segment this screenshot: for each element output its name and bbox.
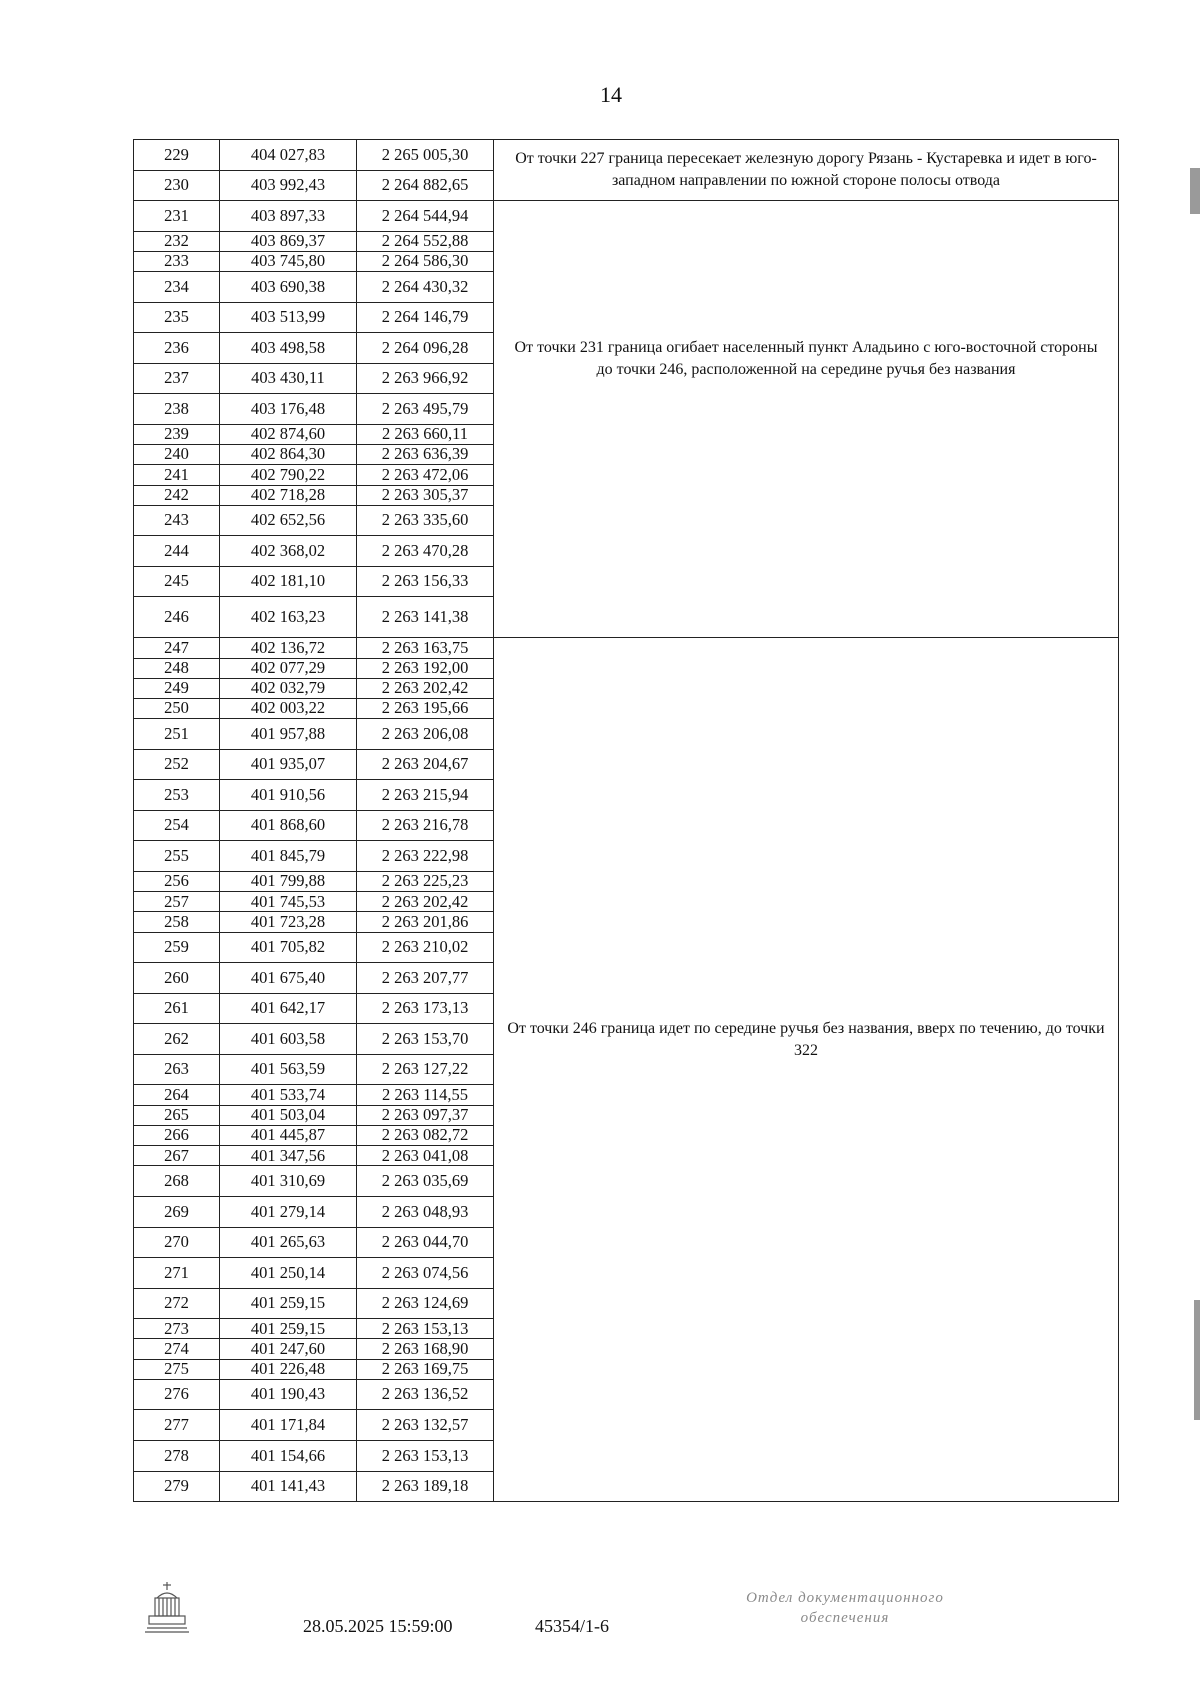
y-coordinate-cell: 2 263 156,33 (357, 566, 494, 597)
point-number-cell: 235 (134, 302, 220, 333)
point-number-cell: 229 (134, 140, 220, 171)
y-coordinate-cell: 2 264 882,65 (357, 170, 494, 201)
y-coordinate-cell: 2 263 127,22 (357, 1054, 494, 1085)
x-coordinate-cell: 401 445,87 (220, 1125, 357, 1145)
point-number-cell: 278 (134, 1440, 220, 1471)
y-coordinate-cell: 2 264 544,94 (357, 201, 494, 232)
x-coordinate-cell: 402 864,30 (220, 445, 357, 465)
coordinates-table-wrap (133, 139, 1118, 1502)
y-coordinate-cell: 2 263 215,94 (357, 780, 494, 811)
y-coordinate-cell: 2 263 192,00 (357, 658, 494, 678)
x-coordinate-cell: 401 141,43 (220, 1471, 357, 1502)
point-number-cell: 242 (134, 485, 220, 505)
point-number-cell: 233 (134, 251, 220, 271)
x-coordinate-cell: 401 190,43 (220, 1379, 357, 1410)
x-coordinate-cell: 401 723,28 (220, 912, 357, 932)
x-coordinate-cell: 401 603,58 (220, 1024, 357, 1055)
point-number-cell: 260 (134, 963, 220, 994)
point-number-cell: 250 (134, 699, 220, 719)
point-number-cell: 277 (134, 1410, 220, 1441)
y-coordinate-cell: 2 263 470,28 (357, 536, 494, 567)
y-coordinate-cell: 2 263 044,70 (357, 1227, 494, 1258)
x-coordinate-cell: 402 790,22 (220, 465, 357, 485)
department-stamp-line1: Отдел документационного (746, 1590, 944, 1606)
y-coordinate-cell: 2 263 114,55 (357, 1085, 494, 1105)
footer-doc-number: 45354/1-6 (535, 1616, 609, 1636)
x-coordinate-cell: 402 181,10 (220, 566, 357, 597)
x-coordinate-cell: 401 154,66 (220, 1440, 357, 1471)
x-coordinate-cell: 401 675,40 (220, 963, 357, 994)
point-number-cell: 257 (134, 892, 220, 912)
page-number: 14 (600, 82, 622, 107)
x-coordinate-cell: 401 957,88 (220, 719, 357, 750)
x-coordinate-cell: 402 718,28 (220, 485, 357, 505)
point-number-cell: 243 (134, 505, 220, 536)
x-coordinate-cell: 401 868,60 (220, 810, 357, 841)
y-coordinate-cell: 2 263 153,70 (357, 1024, 494, 1055)
point-number-cell: 234 (134, 272, 220, 303)
x-coordinate-cell: 401 799,88 (220, 871, 357, 891)
y-coordinate-cell: 2 263 035,69 (357, 1166, 494, 1197)
x-coordinate-cell: 401 259,15 (220, 1319, 357, 1339)
point-number-cell: 249 (134, 678, 220, 698)
y-coordinate-cell: 2 263 202,42 (357, 678, 494, 698)
boundary-description-cell: От точки 231 граница огибает населенный пункт Аладьино с юго-восточной стороны до точки 246, расположенной на середине ручья без названия (494, 201, 1119, 638)
point-number-cell: 248 (134, 658, 220, 678)
x-coordinate-cell: 401 259,15 (220, 1288, 357, 1319)
y-coordinate-cell: 2 263 206,08 (357, 719, 494, 750)
y-coordinate-cell: 2 263 210,02 (357, 932, 494, 963)
footer-date: 28.05.2025 15:59:00 (303, 1616, 453, 1636)
x-coordinate-cell: 403 690,38 (220, 272, 357, 303)
point-number-cell: 271 (134, 1258, 220, 1289)
x-coordinate-cell: 401 533,74 (220, 1085, 357, 1105)
point-number-cell: 255 (134, 841, 220, 872)
y-coordinate-cell: 2 263 335,60 (357, 505, 494, 536)
point-number-cell: 246 (134, 597, 220, 638)
y-coordinate-cell: 2 263 195,66 (357, 699, 494, 719)
point-number-cell: 245 (134, 566, 220, 597)
point-number-cell: 256 (134, 871, 220, 891)
x-coordinate-cell: 402 003,22 (220, 699, 357, 719)
y-coordinate-cell: 2 263 966,92 (357, 363, 494, 394)
x-coordinate-cell: 401 310,69 (220, 1166, 357, 1197)
x-coordinate-cell: 402 136,72 (220, 638, 357, 658)
point-number-cell: 237 (134, 363, 220, 394)
point-number-cell: 252 (134, 749, 220, 780)
x-coordinate-cell: 402 368,02 (220, 536, 357, 567)
x-coordinate-cell: 403 513,99 (220, 302, 357, 333)
x-coordinate-cell: 403 430,11 (220, 363, 357, 394)
x-coordinate-cell: 402 652,56 (220, 505, 357, 536)
y-coordinate-cell: 2 263 189,18 (357, 1471, 494, 1502)
point-number-cell: 258 (134, 912, 220, 932)
y-coordinate-cell: 2 263 216,78 (357, 810, 494, 841)
point-number-cell: 239 (134, 424, 220, 444)
y-coordinate-cell: 2 263 204,67 (357, 749, 494, 780)
x-coordinate-cell: 404 027,83 (220, 140, 357, 171)
point-number-cell: 232 (134, 231, 220, 251)
point-number-cell: 266 (134, 1125, 220, 1145)
coordinates-table (133, 139, 1119, 1502)
point-number-cell: 269 (134, 1197, 220, 1228)
y-coordinate-cell: 2 264 146,79 (357, 302, 494, 333)
table-row (134, 201, 1119, 232)
x-coordinate-cell: 401 279,14 (220, 1197, 357, 1228)
y-coordinate-cell: 2 263 495,79 (357, 394, 494, 425)
x-coordinate-cell: 401 642,17 (220, 993, 357, 1024)
x-coordinate-cell: 401 745,53 (220, 892, 357, 912)
point-number-cell: 262 (134, 1024, 220, 1055)
x-coordinate-cell: 401 347,56 (220, 1146, 357, 1166)
point-number-cell: 244 (134, 536, 220, 567)
x-coordinate-cell: 401 265,63 (220, 1227, 357, 1258)
y-coordinate-cell: 2 263 305,37 (357, 485, 494, 505)
point-number-cell: 270 (134, 1227, 220, 1258)
x-coordinate-cell: 403 176,48 (220, 394, 357, 425)
point-number-cell: 265 (134, 1105, 220, 1125)
point-number-cell: 253 (134, 780, 220, 811)
y-coordinate-cell: 2 263 141,38 (357, 597, 494, 638)
x-coordinate-cell: 401 935,07 (220, 749, 357, 780)
coordinates-table-body (134, 140, 1119, 1502)
point-number-cell: 273 (134, 1319, 220, 1339)
point-number-cell: 241 (134, 465, 220, 485)
point-number-cell: 236 (134, 333, 220, 364)
y-coordinate-cell: 2 263 202,42 (357, 892, 494, 912)
y-coordinate-cell: 2 263 201,86 (357, 912, 494, 932)
y-coordinate-cell: 2 263 124,69 (357, 1288, 494, 1319)
point-number-cell: 247 (134, 638, 220, 658)
x-coordinate-cell: 402 077,29 (220, 658, 357, 678)
y-coordinate-cell: 2 263 225,23 (357, 871, 494, 891)
y-coordinate-cell: 2 263 472,06 (357, 465, 494, 485)
scan-edge-mark (1194, 1300, 1200, 1420)
point-number-cell: 279 (134, 1471, 220, 1502)
point-number-cell: 240 (134, 445, 220, 465)
x-coordinate-cell: 401 247,60 (220, 1339, 357, 1359)
point-number-cell: 254 (134, 810, 220, 841)
point-number-cell: 264 (134, 1085, 220, 1105)
y-coordinate-cell: 2 263 097,37 (357, 1105, 494, 1125)
y-coordinate-cell: 2 263 136,52 (357, 1379, 494, 1410)
x-coordinate-cell: 401 705,82 (220, 932, 357, 963)
point-number-cell: 261 (134, 993, 220, 1024)
x-coordinate-cell: 403 897,33 (220, 201, 357, 232)
y-coordinate-cell: 2 263 207,77 (357, 963, 494, 994)
y-coordinate-cell: 2 264 586,30 (357, 251, 494, 271)
x-coordinate-cell: 401 845,79 (220, 841, 357, 872)
point-number-cell: 251 (134, 719, 220, 750)
y-coordinate-cell: 2 263 132,57 (357, 1410, 494, 1441)
scan-edge-mark (1190, 168, 1200, 214)
duma-emblem-icon (143, 1580, 191, 1634)
y-coordinate-cell: 2 263 169,75 (357, 1359, 494, 1379)
point-number-cell: 272 (134, 1288, 220, 1319)
y-coordinate-cell: 2 263 082,72 (357, 1125, 494, 1145)
point-number-cell: 276 (134, 1379, 220, 1410)
y-coordinate-cell: 2 263 660,11 (357, 424, 494, 444)
x-coordinate-cell: 403 869,37 (220, 231, 357, 251)
y-coordinate-cell: 2 264 096,28 (357, 333, 494, 364)
boundary-description-cell: От точки 246 граница идет по середине ручья без названия, вверх по течению, до точки 322 (494, 638, 1119, 1502)
y-coordinate-cell: 2 263 074,56 (357, 1258, 494, 1289)
x-coordinate-cell: 401 171,84 (220, 1410, 357, 1441)
table-row (134, 140, 1119, 171)
boundary-description-cell: От точки 227 граница пересекает железную дорогу Рязань - Кустаревка и идет в юго-западном направлении по южной стороне полосы отвода (494, 140, 1119, 201)
x-coordinate-cell: 401 250,14 (220, 1258, 357, 1289)
x-coordinate-cell: 401 563,59 (220, 1054, 357, 1085)
point-number-cell: 268 (134, 1166, 220, 1197)
point-number-cell: 263 (134, 1054, 220, 1085)
y-coordinate-cell: 2 263 636,39 (357, 445, 494, 465)
x-coordinate-cell: 403 992,43 (220, 170, 357, 201)
y-coordinate-cell: 2 263 041,08 (357, 1146, 494, 1166)
y-coordinate-cell: 2 264 552,88 (357, 231, 494, 251)
x-coordinate-cell: 401 226,48 (220, 1359, 357, 1379)
y-coordinate-cell: 2 263 168,90 (357, 1339, 494, 1359)
x-coordinate-cell: 402 032,79 (220, 678, 357, 698)
y-coordinate-cell: 2 263 153,13 (357, 1440, 494, 1471)
y-coordinate-cell: 2 263 222,98 (357, 841, 494, 872)
y-coordinate-cell: 2 263 173,13 (357, 993, 494, 1024)
point-number-cell: 275 (134, 1359, 220, 1379)
point-number-cell: 238 (134, 394, 220, 425)
department-stamp-line2: обеспечения (800, 1610, 890, 1626)
point-number-cell: 259 (134, 932, 220, 963)
x-coordinate-cell: 402 874,60 (220, 424, 357, 444)
y-coordinate-cell: 2 263 153,13 (357, 1319, 494, 1339)
point-number-cell: 274 (134, 1339, 220, 1359)
y-coordinate-cell: 2 263 163,75 (357, 638, 494, 658)
x-coordinate-cell: 402 163,23 (220, 597, 357, 638)
x-coordinate-cell: 401 503,04 (220, 1105, 357, 1125)
department-stamp (705, 1588, 985, 1628)
point-number-cell: 231 (134, 201, 220, 232)
x-coordinate-cell: 401 910,56 (220, 780, 357, 811)
y-coordinate-cell: 2 265 005,30 (357, 140, 494, 171)
point-number-cell: 230 (134, 170, 220, 201)
table-row (134, 638, 1119, 658)
y-coordinate-cell: 2 263 048,93 (357, 1197, 494, 1228)
point-number-cell: 267 (134, 1146, 220, 1166)
x-coordinate-cell: 403 745,80 (220, 251, 357, 271)
y-coordinate-cell: 2 264 430,32 (357, 272, 494, 303)
x-coordinate-cell: 403 498,58 (220, 333, 357, 364)
